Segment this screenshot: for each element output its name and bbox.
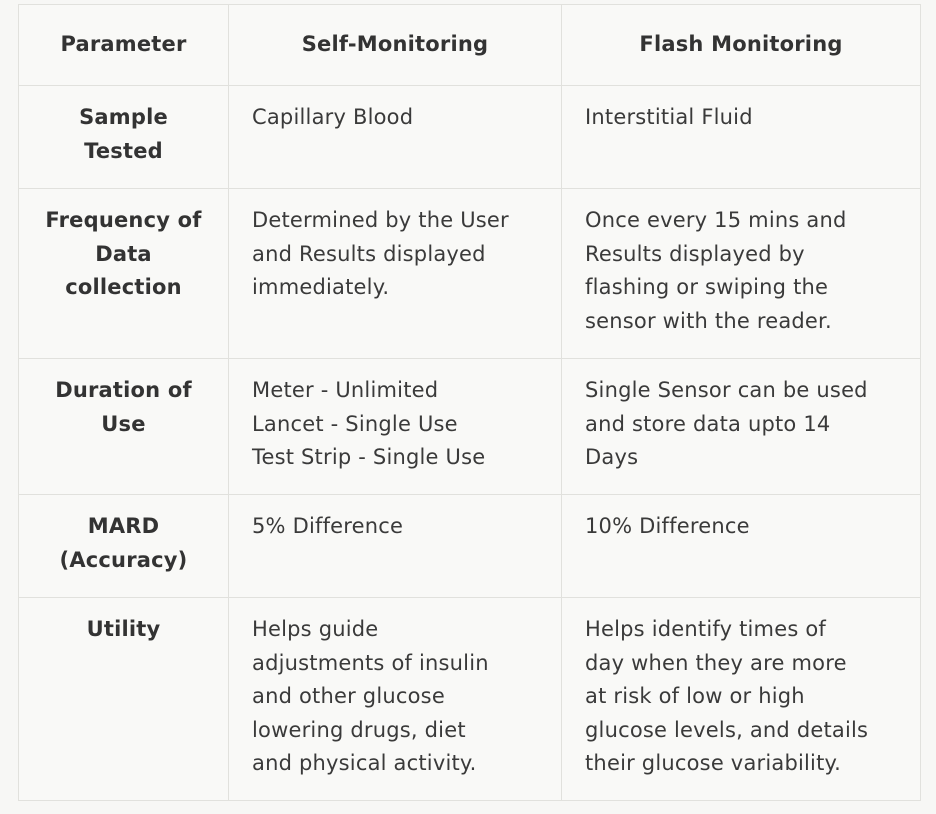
cell-line: Helps identify times of	[585, 617, 826, 641]
cell-line: Utility	[86, 617, 161, 641]
flash-monitoring-cell	[562, 495, 921, 598]
table-row	[19, 189, 921, 359]
flash-monitoring-cell	[562, 189, 921, 359]
parameter-cell	[19, 189, 229, 359]
header-flash-monitoring: Flash Monitoring	[562, 5, 921, 86]
table-header-row	[19, 5, 921, 86]
cell-line: Meter - Unlimited	[252, 378, 439, 402]
cell-line: their glucose variability.	[585, 751, 842, 776]
cell-line: immediately.	[252, 275, 390, 300]
parameter-cell	[19, 86, 229, 189]
cell-line: Days	[585, 445, 639, 470]
flash-monitoring-cell	[562, 359, 921, 495]
cell-line: and Results displayed	[252, 241, 486, 266]
header-self-monitoring: Self-Monitoring	[229, 5, 562, 86]
cell-line: adjustments of insulin	[252, 650, 489, 675]
cell-line: MARD	[87, 514, 160, 538]
cell-line: 5% Difference	[252, 514, 404, 538]
cell-line: Use	[101, 411, 146, 436]
comparison-table	[18, 4, 921, 801]
self-monitoring-cell	[229, 495, 562, 598]
table-row	[19, 86, 921, 189]
cell-line: Determined by the User	[252, 208, 509, 232]
cell-line: day when they are more	[585, 650, 847, 675]
parameter-cell	[19, 495, 229, 598]
cell-line: 10% Difference	[585, 514, 750, 538]
cell-line: and store data upto 14	[585, 411, 831, 436]
self-monitoring-cell	[229, 598, 562, 801]
cell-line: sensor with the reader.	[585, 308, 832, 333]
cell-line: and physical activity.	[252, 751, 477, 776]
cell-line: Capillary Blood	[252, 105, 414, 129]
header-parameter: Parameter	[19, 5, 229, 86]
self-monitoring-cell	[229, 359, 562, 495]
cell-line: Single Sensor can be used	[585, 378, 868, 402]
cell-line: glucose levels, and details	[585, 717, 869, 742]
cell-line: and other glucose	[252, 684, 445, 709]
self-monitoring-cell	[229, 86, 562, 189]
cell-line: flashing or swiping the	[585, 275, 829, 300]
cell-line: collection	[65, 275, 182, 300]
cell-line: Data	[95, 241, 152, 266]
table-row	[19, 359, 921, 495]
cell-line: Once every 15 mins and	[585, 208, 847, 232]
cell-line: Frequency of	[45, 208, 202, 232]
cell-line: Results displayed by	[585, 241, 805, 266]
cell-line: Duration of	[55, 378, 192, 402]
table-row	[19, 598, 921, 801]
self-monitoring-cell	[229, 189, 562, 359]
cell-line: lowering drugs, diet	[252, 717, 466, 742]
cell-line: Tested	[84, 138, 163, 163]
cell-line: at risk of low or high	[585, 684, 805, 709]
cell-line: Helps guide	[252, 617, 379, 641]
cell-line: Interstitial Fluid	[585, 105, 753, 129]
cell-line: Sample	[79, 105, 168, 129]
cell-line: Test Strip - Single Use	[252, 445, 486, 470]
cell-line: (Accuracy)	[59, 547, 188, 572]
table-row	[19, 495, 921, 598]
flash-monitoring-cell	[562, 86, 921, 189]
cell-line: Lancet - Single Use	[252, 411, 458, 436]
flash-monitoring-cell	[562, 598, 921, 801]
parameter-cell	[19, 359, 229, 495]
parameter-cell	[19, 598, 229, 801]
